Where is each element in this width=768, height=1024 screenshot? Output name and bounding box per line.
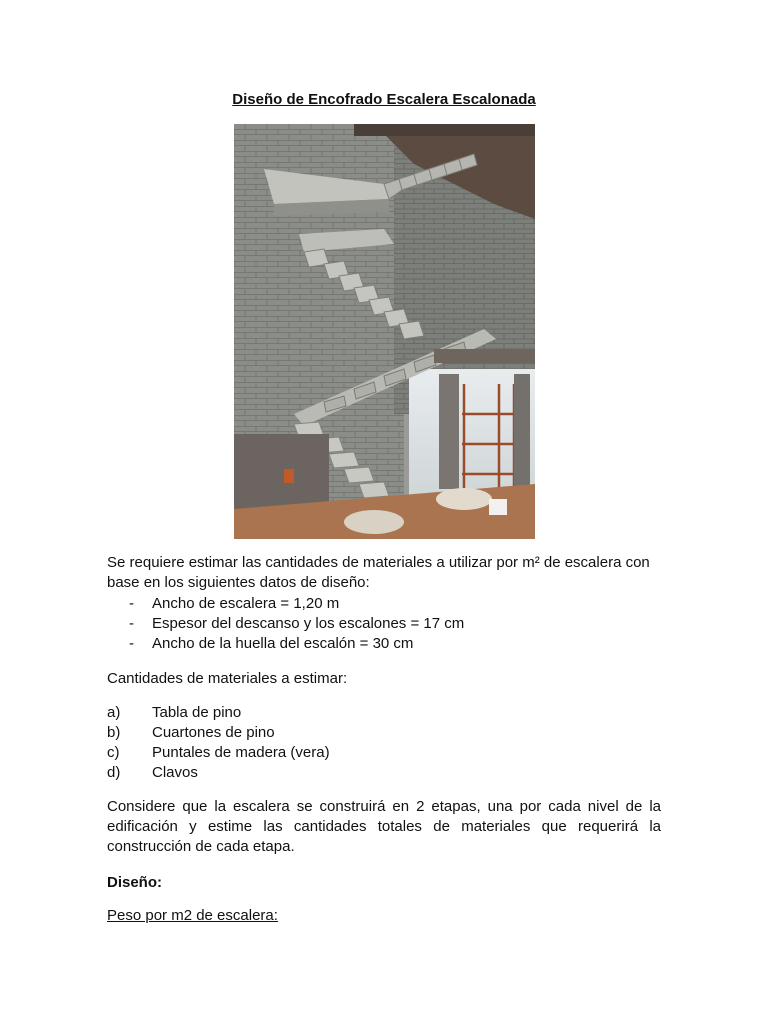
list-item (107, 594, 661, 614)
list-item-text: Ancho de escalera = 1,20 m (152, 595, 340, 612)
list-item-text: Espesor del descanso y los escalones = 17 cm (152, 615, 465, 632)
list-marker: a) (107, 704, 121, 721)
list-item (107, 703, 661, 723)
list-item-text: Ancho de la huella del escalón = 30 cm (152, 635, 414, 652)
list-marker: d) (107, 764, 121, 781)
list-item-text: Cuartones de pino (152, 724, 275, 741)
list-item-text: Puntales de madera (vera) (152, 744, 330, 761)
consider-paragraph: Considere que la escalera se construirá en 2 etapas, una por cada nivel de la edificación y estime las cantidades totales de materiales que requerirá la construcción de cada etapa. (107, 798, 661, 855)
list-item (107, 723, 661, 743)
list-item (107, 614, 661, 634)
weight-heading: Peso por m2 de escalera: (107, 907, 278, 924)
design-data-list (107, 594, 661, 654)
list-marker: - (129, 635, 134, 652)
list-marker: - (129, 595, 134, 612)
list-marker: c) (107, 744, 120, 761)
design-heading: Diseño: (107, 874, 163, 891)
intro-paragraph: Se requiere estimar las cantidades de materiales a utilizar por m² de escalera con base en los siguientes datos de diseño: (107, 554, 650, 591)
list-item (107, 763, 661, 783)
list-item (107, 743, 661, 763)
list-marker: - (129, 615, 134, 632)
list-item (107, 634, 661, 654)
list-item-text: Tabla de pino (152, 704, 242, 721)
staircase-photo (234, 124, 535, 539)
list-item-text: Clavos (152, 764, 198, 781)
materials-list (107, 703, 661, 783)
list-marker: b) (107, 724, 121, 741)
document-title: Diseño de Encofrado Escalera Escalonada (232, 91, 536, 108)
materials-heading: Cantidades de materiales a estimar: (107, 670, 348, 687)
